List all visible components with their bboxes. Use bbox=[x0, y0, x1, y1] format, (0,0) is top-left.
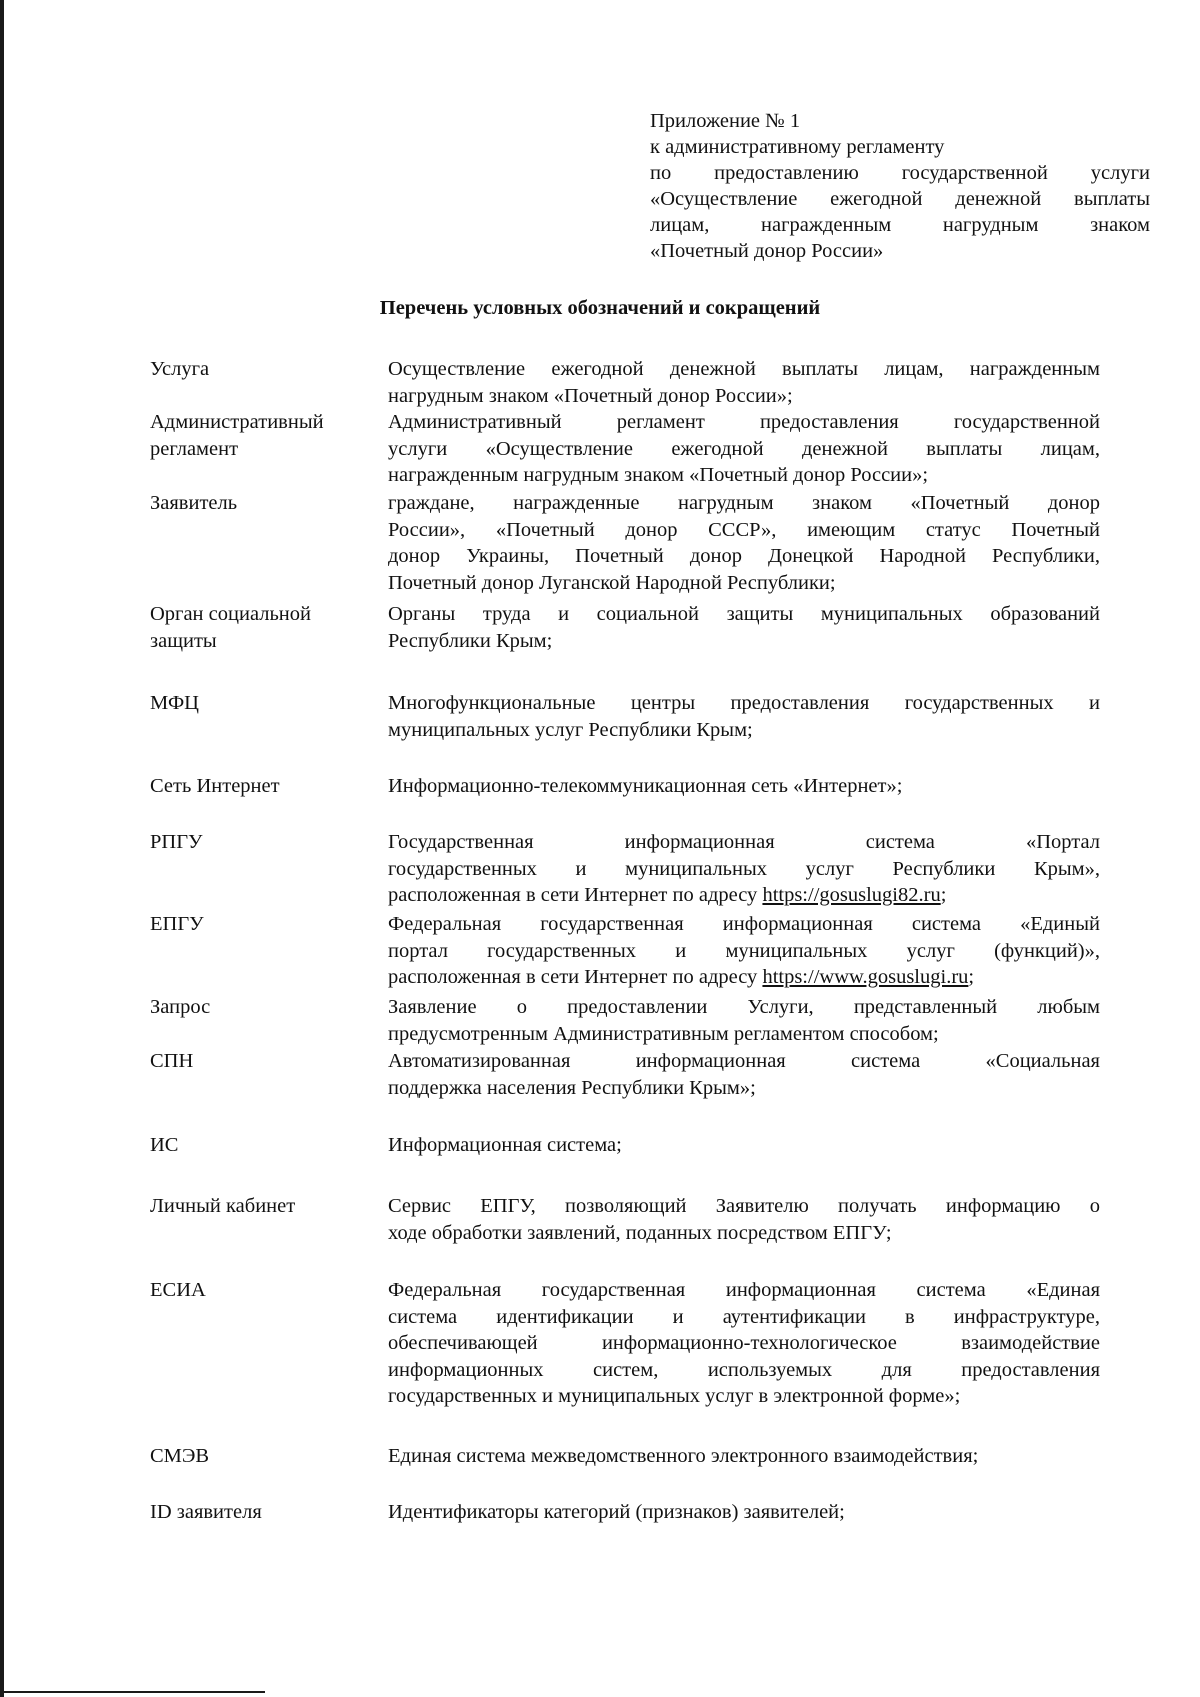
entry-term: Орган социальной защиты bbox=[150, 603, 311, 652]
entry-definition: Органы труда и социальной защиты муниципальных образований Республики Крым; bbox=[388, 603, 1100, 652]
entry-definition: Осуществление ежегодной денежной выплаты лицам, награжденным нагрудным знаком «Почетный донор России»; bbox=[388, 358, 1100, 407]
entry-definition: Федеральная государственная информационная система «Единая система идентификации и аутентификации в инфраструктуре, обеспечивающей информационно-технологическое взаимодействие информационных систем, используемых для предоставления государственных и муниципальных услуг в электронной форме»; bbox=[388, 1279, 1100, 1407]
entry-term: Административный регламент bbox=[150, 411, 324, 460]
entry-definition: Идентификаторы категорий (признаков) заявителей; bbox=[388, 1501, 845, 1523]
entry-term: ЕСИА bbox=[150, 1279, 206, 1301]
entry-term: ИС bbox=[150, 1134, 179, 1156]
scan-left-edge bbox=[0, 0, 4, 1697]
entry-term: ЕПГУ bbox=[150, 913, 204, 935]
entry-term: Сеть Интернет bbox=[150, 775, 280, 797]
appendix-line: лицам, награжденным нагрудным знаком bbox=[650, 214, 1150, 236]
entry-definition: Федеральная государственная информационная система «Единый портал государственных и муниципальных услуг (функций)», расположенная в сети Интернет по адресу https://www.gosuslugi.ru; bbox=[388, 913, 1100, 988]
entry-term: Заявитель bbox=[150, 492, 238, 514]
epgu-link[interactable]: https://www.gosuslugi.ru bbox=[762, 966, 969, 988]
entry-definition: Сервис ЕПГУ, позволяющий Заявителю получать информацию о ходе обработки заявлений, поданных посредством ЕПГУ; bbox=[388, 1195, 1100, 1244]
entry-definition: Единая система межведомственного электронного взаимодействия; bbox=[388, 1445, 979, 1467]
appendix-line: Приложение № 1 bbox=[650, 110, 801, 132]
entry-term: СПН bbox=[150, 1050, 194, 1072]
appendix-line: «Осуществление ежегодной денежной выплаты bbox=[650, 188, 1150, 210]
entry-term: СМЭВ bbox=[150, 1445, 210, 1467]
entry-term: Запрос bbox=[150, 996, 211, 1018]
entry-definition: Информационно-телекоммуникационная сеть «Интернет»; bbox=[388, 775, 903, 797]
entry-definition: Многофункциональные центры предоставления государственных и муниципальных услуг Республики Крым; bbox=[388, 692, 1100, 741]
entry-term: РПГУ bbox=[150, 831, 203, 853]
rpgu-link[interactable]: https://gosuslugi82.ru bbox=[762, 884, 941, 906]
entry-definition: Информационная система; bbox=[388, 1134, 622, 1156]
entry-definition: граждане, награжденные нагрудным знаком «Почетный донор России», «Почетный донор СССР», имеющим статус Почетный донор Украины, Почетный донор Донецкой Народной Республики, Почетный донор Луганской Народной Республики; bbox=[388, 492, 1100, 594]
appendix-header bbox=[650, 108, 1150, 264]
entry-definition: Государственная информационная система «Портал государственных и муниципальных услуг Республики Крым», расположенная в сети Интернет по адресу https://gosuslugi82.ru; bbox=[388, 831, 1100, 906]
page-title: Перечень условных обозначений и сокращений bbox=[379, 297, 821, 319]
appendix-line: к административному регламенту bbox=[650, 136, 945, 158]
entry-term: МФЦ bbox=[150, 692, 199, 714]
entry-definition: Административный регламент предоставления государственной услуги «Осуществление ежегодной денежной выплаты лицам, награжденным нагрудным знаком «Почетный донор России»; bbox=[388, 411, 1100, 486]
appendix-line: «Почетный донор России» bbox=[650, 240, 884, 262]
entry-definition: Автоматизированная информационная система «Социальная поддержка населения Республики Крым»; bbox=[388, 1050, 1100, 1099]
appendix-line: по предоставлению государственной услуги bbox=[650, 162, 1150, 184]
entry-term: Личный кабинет bbox=[150, 1195, 296, 1217]
entry-definition: Заявление о предоставлении Услуги, представленный любым предусмотренным Административным регламентом способом; bbox=[388, 996, 1100, 1045]
entry-term: Услуга bbox=[150, 358, 210, 380]
scan-bottom-edge bbox=[0, 1691, 265, 1693]
entry-term: ID заявителя bbox=[150, 1501, 262, 1523]
